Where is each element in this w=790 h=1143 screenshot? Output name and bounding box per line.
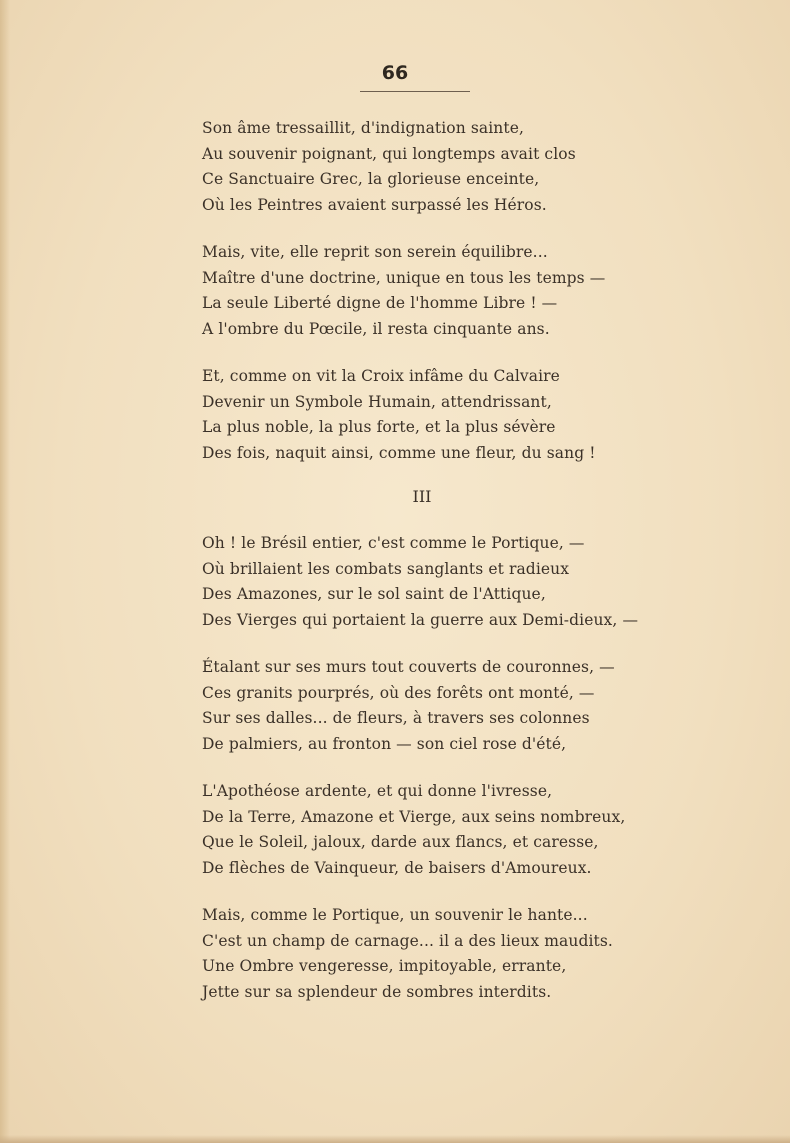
stanza-6	[202, 779, 722, 881]
stanza-1	[202, 116, 722, 218]
verse-line: A l'ombre du Pœcile, il resta cinquante ans.	[202, 319, 550, 338]
stanza-7	[202, 903, 722, 1005]
verse-line: Ces granits pourprés, où des forêts ont monté, —	[202, 683, 595, 702]
verse-line: Une Ombre vengeresse, impitoyable, errante,	[202, 957, 567, 975]
verse-line: Jette sur sa splendeur de sombres interdits.	[202, 982, 552, 1001]
verse-line: Des fois, naquit ainsi, comme une fleur, du sang !	[202, 443, 596, 462]
verse-line: Des Amazones, sur le sol saint de l'Attique,	[202, 585, 546, 603]
verse-line: Devenir un Symbole Humain, attendrissant,	[202, 392, 552, 411]
stanza-5	[202, 655, 722, 757]
poem-text	[202, 116, 722, 1027]
verse-line: Oh ! le Brésil entier, c'est comme le Portique, —	[202, 534, 585, 552]
verse-line: Ce Sanctuaire Grec, la glorieuse enceinte,	[202, 170, 540, 188]
page-number-rule	[360, 91, 470, 92]
verse-line: La plus noble, la plus forte, et la plus sévère	[202, 418, 556, 436]
verse-line: C'est un champ de carnage... il a des lieux maudits.	[202, 931, 613, 950]
verse-line: Que le Soleil, jaloux, darde aux flancs, et caresse,	[202, 833, 599, 851]
verse-line: Sur ses dalles... de fleurs, à travers ses colonnes	[202, 709, 590, 727]
verse-line: Où brillaient les combats sanglants et radieux	[202, 559, 570, 578]
stanza-4	[202, 531, 722, 633]
verse-line: Son âme tressaillit, d'indignation sainte,	[202, 119, 525, 137]
page-left-edge-shadow	[0, 0, 10, 1143]
page-bottom-edge-shadow	[0, 1135, 790, 1143]
verse-line: La seule Liberté digne de l'homme Libre ! —	[202, 294, 558, 312]
verse-line: Au souvenir poignant, qui longtemps avait clos	[202, 144, 576, 163]
verse-line: L'Apothéose ardente, et qui donne l'ivresse,	[202, 782, 553, 800]
stanza-3	[202, 364, 722, 466]
verse-line: Maître d'une doctrine, unique en tous les temps —	[202, 268, 606, 287]
verse-line: Mais, vite, elle reprit son serein équilibre...	[202, 243, 548, 261]
stanza-2	[202, 240, 722, 342]
section-heading: III	[412, 487, 432, 506]
page-number: 66	[381, 62, 409, 84]
verse-line: Des Vierges qui portaient la guerre aux Demi-dieux, —	[202, 610, 639, 629]
verse-line: Et, comme on vit la Croix infâme du Calvaire	[202, 367, 560, 385]
verse-line: De la Terre, Amazone et Vierge, aux seins nombreux,	[202, 807, 626, 826]
verse-line: De flèches de Vainqueur, de baisers d'Amoureux.	[202, 858, 592, 877]
verse-line: Mais, comme le Portique, un souvenir le hante...	[202, 906, 588, 924]
verse-line: Étalant sur ses murs tout couverts de couronnes, —	[202, 658, 615, 676]
verse-line: De palmiers, au fronton — son ciel rose d'été,	[202, 734, 567, 753]
verse-line: Où les Peintres avaient surpassé les Héros.	[202, 195, 547, 214]
